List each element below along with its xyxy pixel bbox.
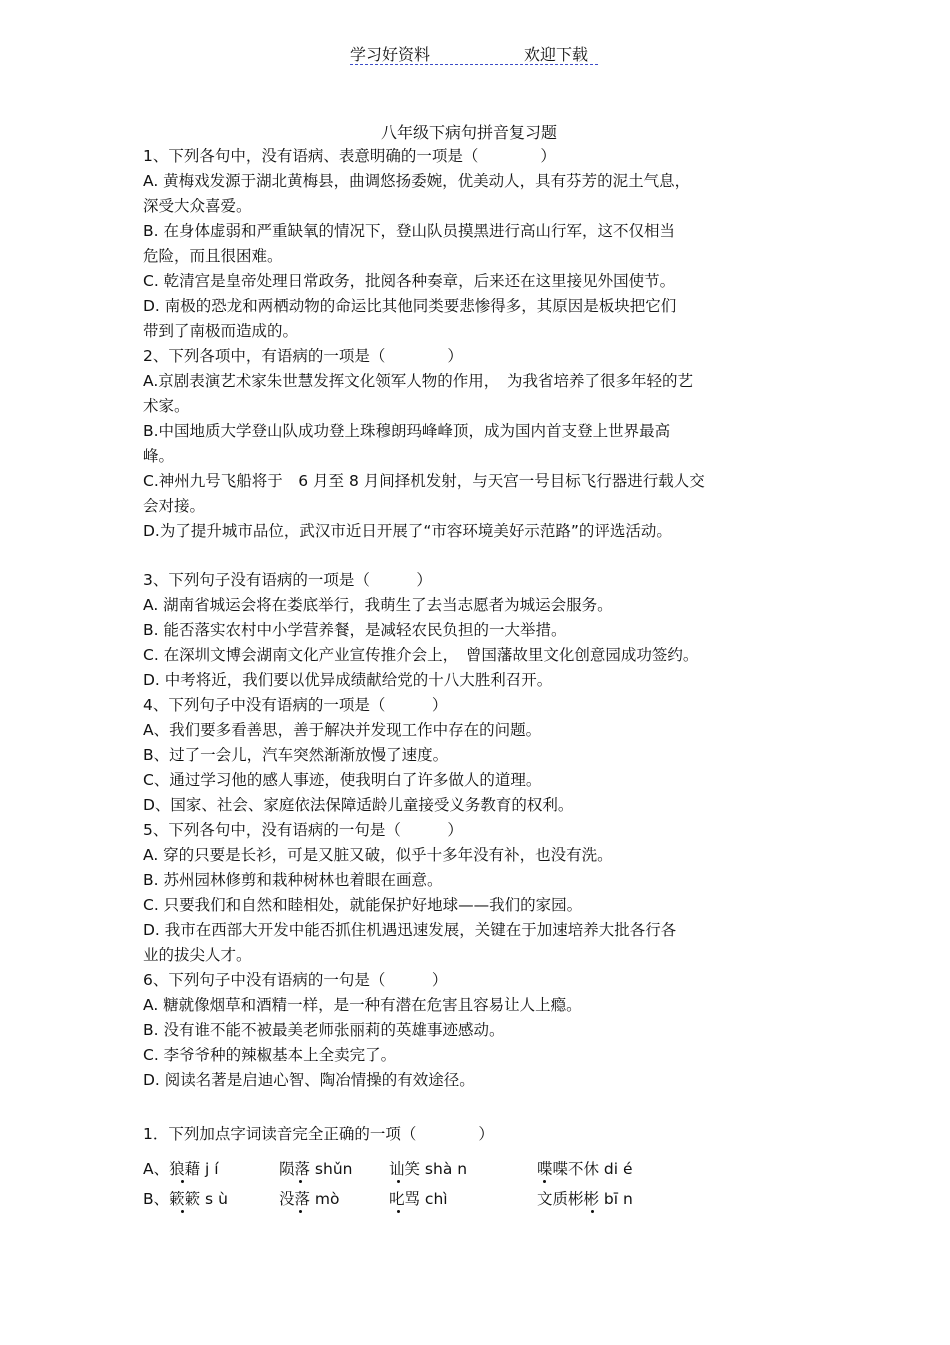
text-line: B.中国地质大学登山队成功登上珠穆朗玛峰峰顶，成为国内首支登上世界最高 xyxy=(143,422,671,440)
emphasis-dot xyxy=(299,1210,302,1213)
emphasis-dot xyxy=(181,1180,184,1183)
text-line: A. 湖南省城运会将在娄底举行，我萌生了去当志愿者为城运会服务。 xyxy=(143,596,613,614)
text-line: D. 南极的恐龙和两栖动物的命运比其他同类要悲惨得多，其原因是板块把它们 xyxy=(143,297,677,315)
text-line: 2、下列各项中，有语病的一项是（ ） xyxy=(143,347,463,365)
text-line: B. 在身体虚弱和严重缺氧的情况下，登山队员摸黑进行高山行军，这不仅相当 xyxy=(143,222,675,240)
emphasis-dot xyxy=(181,1210,184,1213)
text-line: 术家。 xyxy=(143,397,190,415)
text-line: 3、下列句子没有语病的一项是（ ） xyxy=(143,571,432,589)
text-line: C. 只要我们和自然和睦相处，就能保护好地球——我们的家园。 xyxy=(143,896,583,914)
question-body xyxy=(143,144,803,1093)
text-line: D.为了提升城市品位，武汉市近日开展了“市容环境美好示范路”的评选活动。 xyxy=(143,522,672,540)
pinyin-option-a-word-2: 陨落 shǔn xyxy=(279,1160,353,1178)
text-line: B、过了一会儿，汽车突然渐渐放慢了速度。 xyxy=(143,746,449,764)
pinyin-option-b-word-1: B、簌簌 s ù xyxy=(143,1190,228,1208)
emphasis-dot xyxy=(591,1210,594,1213)
text-line: C. 在深圳文博会湖南文化产业宣传推介会上， 曾国藩故里文化创意园成功签约。 xyxy=(143,646,699,664)
emphasis-dot xyxy=(299,1180,302,1183)
text-line: B. 能否落实农村中小学营养餐，是减轻农民负担的一大举措。 xyxy=(143,621,567,639)
text-line: D. 阅读名著是启迪心智、陶冶情操的有效途径。 xyxy=(143,1071,475,1089)
text-line: A. 穿的只要是长衫，可是又脏又破，似乎十多年没有补，也没有洗。 xyxy=(143,846,613,864)
document-title: 八年级下病句拼音复习题 xyxy=(380,123,557,142)
header-right-text: 欢迎下载 xyxy=(524,45,589,64)
pinyin-option-row xyxy=(143,1186,783,1216)
pinyin-option-b-word-4: 文质彬彬 bī n xyxy=(537,1190,633,1208)
text-line: D、国家、社会、家庭依法保障适龄儿童接受义务教育的权利。 xyxy=(143,796,574,814)
text-line: C. 李爷爷种的辣椒基本上全卖完了。 xyxy=(143,1046,397,1064)
pinyin-option-b-word-3: 叱骂 chì xyxy=(389,1190,448,1208)
page-header xyxy=(0,42,950,68)
text-line: A. 糖就像烟草和酒精一样，是一种有潜在危害且容易让人上瘾。 xyxy=(143,996,582,1014)
text-line: 深受大众喜爱。 xyxy=(143,197,252,215)
text-line: C.神州九号飞船将于 6 月至 8 月间择机发射，与天宫一号目标飞行器进行载人交 xyxy=(143,472,705,490)
text-line: 5、下列各句中，没有语病的一句是（ ） xyxy=(143,821,463,839)
pinyin-option-a-word-4: 喋喋不休 di é xyxy=(537,1160,633,1178)
text-line: C. 乾清宫是皇帝处理日常政务，批阅各种奏章，后来还在这里接见外国使节。 xyxy=(143,272,676,290)
pinyin-question xyxy=(143,1122,783,1216)
pinyin-question-stem: 1．下列加点字词读音完全正确的一项（ ） xyxy=(143,1125,494,1143)
text-line: C、通过学习他的感人事迹，使我明白了许多做人的道理。 xyxy=(143,771,542,789)
pinyin-option-b-word-2: 没落 mò xyxy=(279,1190,340,1208)
header-dashed-rule xyxy=(350,64,598,65)
pinyin-option-a-word-3: 讪笑 shà n xyxy=(389,1160,468,1178)
text-line: 带到了南极而造成的。 xyxy=(143,322,299,340)
text-line: D. 中考将近，我们要以优异成绩献给党的十八大胜利召开。 xyxy=(143,671,553,689)
text-line: 6、下列句子中没有语病的一句是（ ） xyxy=(143,971,448,989)
emphasis-dot xyxy=(397,1210,400,1213)
header-left-text: 学习好资料 xyxy=(350,45,431,64)
text-line: 业的拔尖人才。 xyxy=(143,946,252,964)
text-line: B. 没有谁不能不被最美老师张丽莉的英雄事迹感动。 xyxy=(143,1021,505,1039)
text-line: D. 我市在西部大开发中能否抓住机遇迅速发展，关键在于加速培养大批各行各 xyxy=(143,921,677,939)
text-line: A.京剧表演艺术家朱世慧发挥文化领军人物的作用， 为我省培养了很多年轻的艺 xyxy=(143,372,694,390)
text-line: 危险，而且很困难。 xyxy=(143,247,283,265)
emphasis-dot xyxy=(397,1180,400,1183)
text-line: 峰。 xyxy=(143,447,175,465)
text-line: 1、下列各句中，没有语病、表意明确的一项是（ ） xyxy=(143,147,556,165)
pinyin-option-row xyxy=(143,1156,783,1186)
pinyin-option-a-word-1: A、狼藉 j í xyxy=(143,1160,219,1178)
text-line: A、我们要多看善思，善于解决并发现工作中存在的问题。 xyxy=(143,721,542,739)
emphasis-dot xyxy=(543,1180,546,1183)
text-line: 会对接。 xyxy=(143,497,206,515)
text-line: A. 黄梅戏发源于湖北黄梅县，曲调悠扬委婉，优美动人，具有芬芳的泥土气息， xyxy=(143,172,691,190)
blank-line xyxy=(143,544,803,568)
text-line: B. 苏州园林修剪和栽种树林也着眼在画意。 xyxy=(143,871,443,889)
text-line: 4、下列句子中没有语病的一项是（ ） xyxy=(143,696,448,714)
